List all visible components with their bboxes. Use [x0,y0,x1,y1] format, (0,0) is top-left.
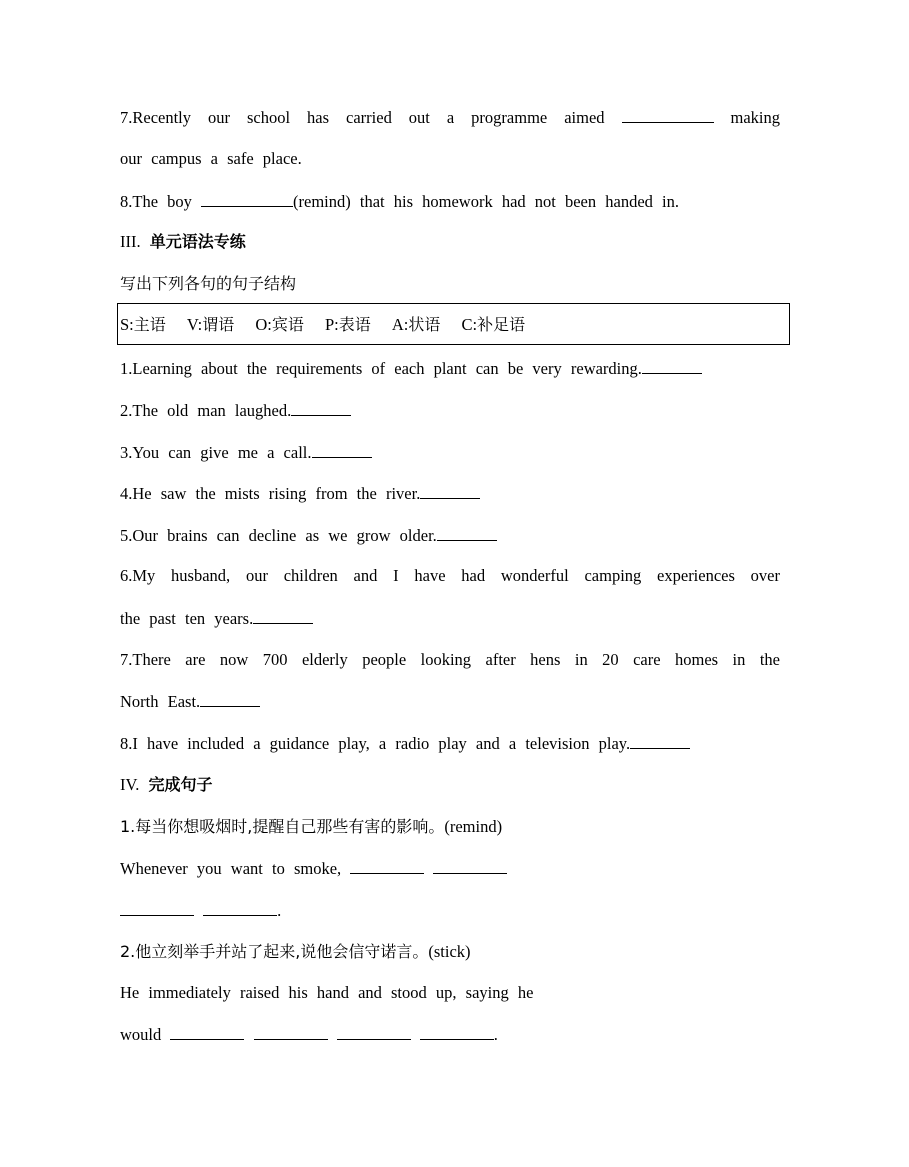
answer-blank[interactable] [420,1022,494,1040]
s3-item-7-line1: 7.There are now 700 elderly people looking after hens in 20 care homes in the [120,650,780,669]
s3-item-5: 5.Our brains can decline as we grow older. [120,523,780,547]
answer-blank[interactable] [201,189,293,207]
s3-item-6-line2: the past ten years. [120,606,780,630]
answer-blank[interactable] [291,398,351,416]
s3-item-1: 1.Learning about the requirements of each plant can be very rewarding. [120,356,780,380]
legend-object: O:宾语 [255,315,304,334]
s4-q2-prompt: 2.他立刻举手并站了起来,说他会信守诺言。(stick) [120,942,471,961]
s3-item-8: 8.I have included a guidance play, a radio play and a television play. [120,731,780,755]
s3-item-6-line1: 6.My husband, our children and I have had wonderful camping experiences over [120,566,780,585]
s3-item-7-line2: North East. [120,689,780,713]
item-8: 8.The boy (remind) that his homework had not been handed in. [120,189,780,213]
answer-blank[interactable] [203,898,277,916]
s3-item-2: 2.The old man laughed. [120,398,780,422]
answer-blank[interactable] [622,105,714,123]
legend-subject: S:主语 [120,315,166,334]
legend-adverbial: A:状语 [391,315,441,334]
s4-q1-line1: Whenever you want to smoke, [120,856,780,880]
answer-blank[interactable] [120,898,194,916]
s4-q1-prompt: 1.每当你想吸烟时,提醒自己那些有害的影响。(remind) [120,817,503,836]
answer-blank[interactable] [170,1022,244,1040]
s4-q1-line2: . [120,898,780,922]
legend-complement: C:补足语 [461,315,526,334]
s3-item-4: 4.He saw the mists rising from the river. [120,481,780,505]
section-3-instruction: 写出下列各句的句子结构 [120,274,297,293]
s4-q2-line2: would . [120,1022,780,1046]
answer-blank[interactable] [437,523,497,541]
s3-item-3: 3.You can give me a call. [120,440,780,464]
legend-box [117,303,790,345]
answer-blank[interactable] [433,856,507,874]
legend-predicative: P:表语 [324,315,371,334]
section-4-heading: IV. 完成句子 [120,775,213,794]
answer-blank[interactable] [420,481,480,499]
item-7-line1: 7.Recently our school has carried out a programme aimed making [120,105,780,129]
legend-row [120,313,780,337]
answer-blank[interactable] [642,356,702,374]
answer-blank[interactable] [630,731,690,749]
answer-blank[interactable] [337,1022,411,1040]
answer-blank[interactable] [253,606,313,624]
item-7-line2: our campus a safe place. [120,149,302,168]
answer-blank[interactable] [312,440,372,458]
answer-blank[interactable] [350,856,424,874]
section-3-heading: III. 单元语法专练 [120,232,246,251]
answer-blank[interactable] [200,689,260,707]
legend-verb: V:谓语 [186,315,235,334]
answer-blank[interactable] [254,1022,328,1040]
s4-q2-line1: He immediately raised his hand and stood up, saying he [120,983,534,1002]
